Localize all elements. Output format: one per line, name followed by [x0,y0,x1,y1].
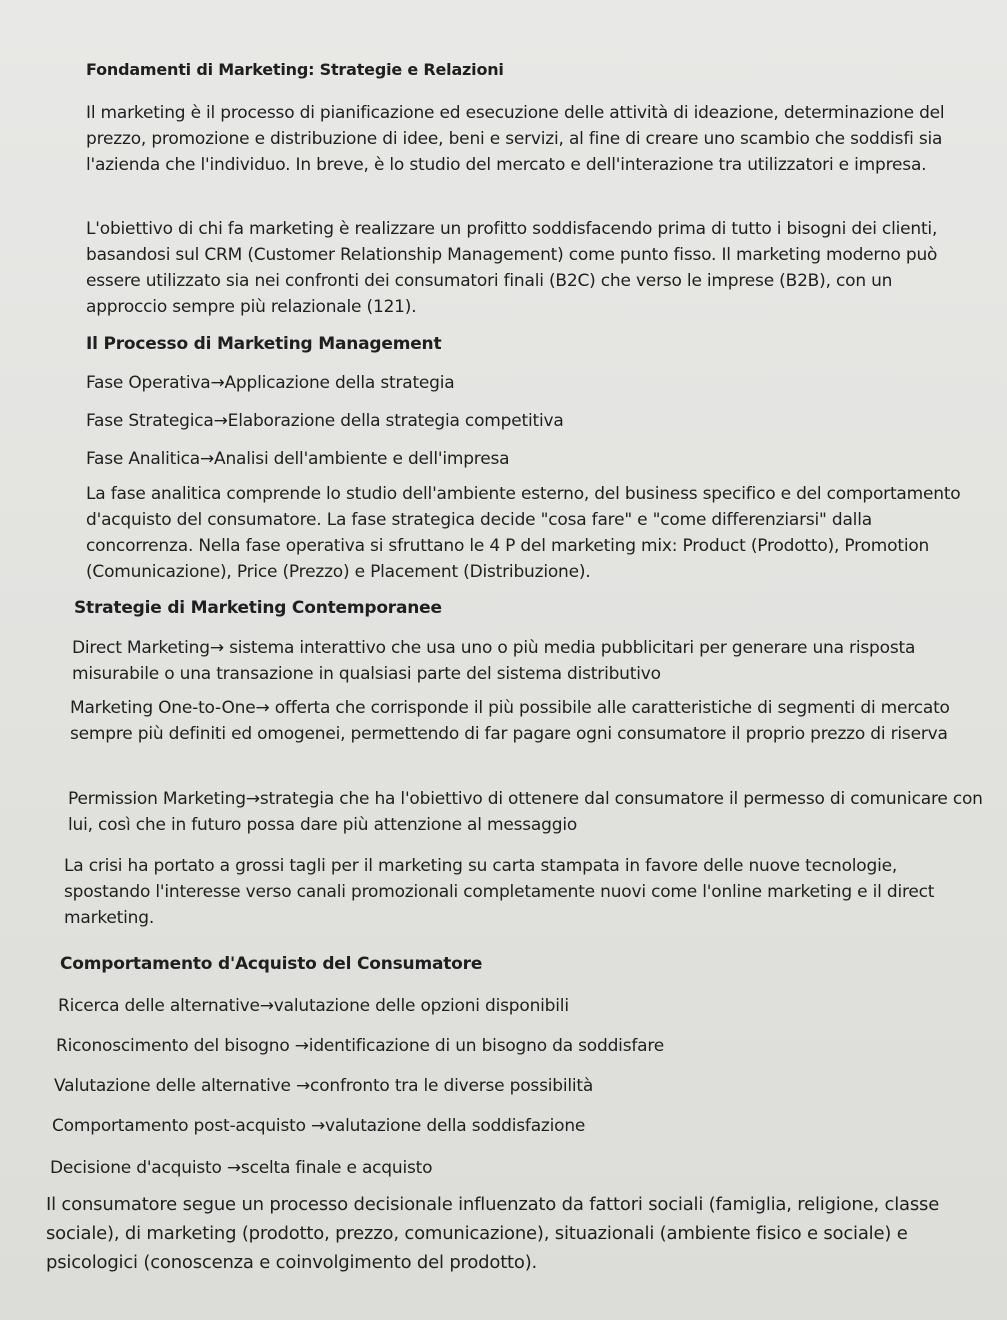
objective-paragraph: L'obiettivo di chi fa marketing è realizzare un profitto soddisfacendo prima di tutto i bisogni dei clienti, basandosi sul CRM (Customer Relationship Management) come punto fisso. Il marketing moderno può essere utilizzato sia nei confronti dei consumatori finali (B2C) che verso le imprese (B2B), con un approccio sempre più relazionale (121). [86,219,938,317]
behavior-step-valutazione: Valutazione delle alternative →confronto tra le diverse possibilità [54,1076,594,1096]
one-to-one-item: Marketing One-to-One→ offerta che corrisponde il più possibile alle caratteristiche di segmenti di mercato sempre più definiti ed omogenei, permettendo di far pagare ogni consumatore il proprio prezzo di riserva [70,698,950,744]
behavior-step-ricerca: Ricerca delle alternative→valutazione delle opzioni disponibili [58,996,569,1016]
strategies-heading: Strategie di Marketing Contemporanee [74,598,442,618]
behavior-heading: Comportamento d'Acquisto del Consumatore [60,954,483,974]
process-heading: Il Processo di Marketing Management [86,334,442,354]
permission-marketing-item: Permission Marketing→strategia che ha l'obiettivo di ottenere dal consumatore il permesso di comunicare con lui, così che in futuro possa dare più attenzione al messaggio [68,789,983,835]
direct-marketing-item: Direct Marketing→ sistema interattivo che usa uno o più media pubblicitari per generare una risposta misurabile o una transazione in qualsiasi parte del sistema distributivo [72,638,916,684]
phase-item-operativa: Fase Operativa→Applicazione della strategia [86,373,455,393]
crisis-paragraph: La crisi ha portato a grossi tagli per il marketing su carta stampata in favore delle nuove tecnologie, spostando l'interesse verso canali promozionali completamente nuovi come l'online marketing e il direct marketing. [64,856,935,928]
intro-paragraph: Il marketing è il processo di pianificazione ed esecuzione delle attività di ideazione, determinazione del prezzo, promozione e distribuzione di idee, beni e servizi, al fine di creare uno scambio che soddisfi sia l'azienda che l'individuo. In breve, è lo studio del mercato e dell'interazione tra utilizzatori e impresa. [86,103,945,175]
process-description: La fase analitica comprende lo studio dell'ambiente esterno, del business specifico e del comportamento d'acquisto del consumatore. La fase strategica decide "cosa fare" e "come differenziarsi" dalla concorrenza. Nella fase operativa si sfruttano le 4 P del marketing mix: Product (Prodotto), Promotion (Comunicazione), Price (Prezzo) e Placement (Distribuzione). [86,484,961,582]
behavior-step-decisione: Decisione d'acquisto →scelta finale e acquisto [50,1158,433,1178]
behavior-step-riconoscimento: Riconoscimento del bisogno →identificazione di un bisogno da soddisfare [56,1036,665,1056]
behavior-step-post-acquisto: Comportamento post-acquisto →valutazione della soddisfazione [52,1116,586,1136]
document-title: Fondamenti di Marketing: Strategie e Relazioni [86,60,504,79]
behavior-conclusion: Il consumatore segue un processo decisionale influenzato da fattori sociali (famiglia, religione, classe sociale), di marketing (prodotto, prezzo, comunicazione), situazionali (ambiente fisico e sociale) e psicologici (conoscenza e coinvolgimento del prodotto). [46,1194,940,1273]
phase-item-analitica: Fase Analitica→Analisi dell'ambiente e dell'impresa [86,449,510,469]
phase-item-strategica: Fase Strategica→Elaborazione della strategia competitiva [86,411,564,431]
